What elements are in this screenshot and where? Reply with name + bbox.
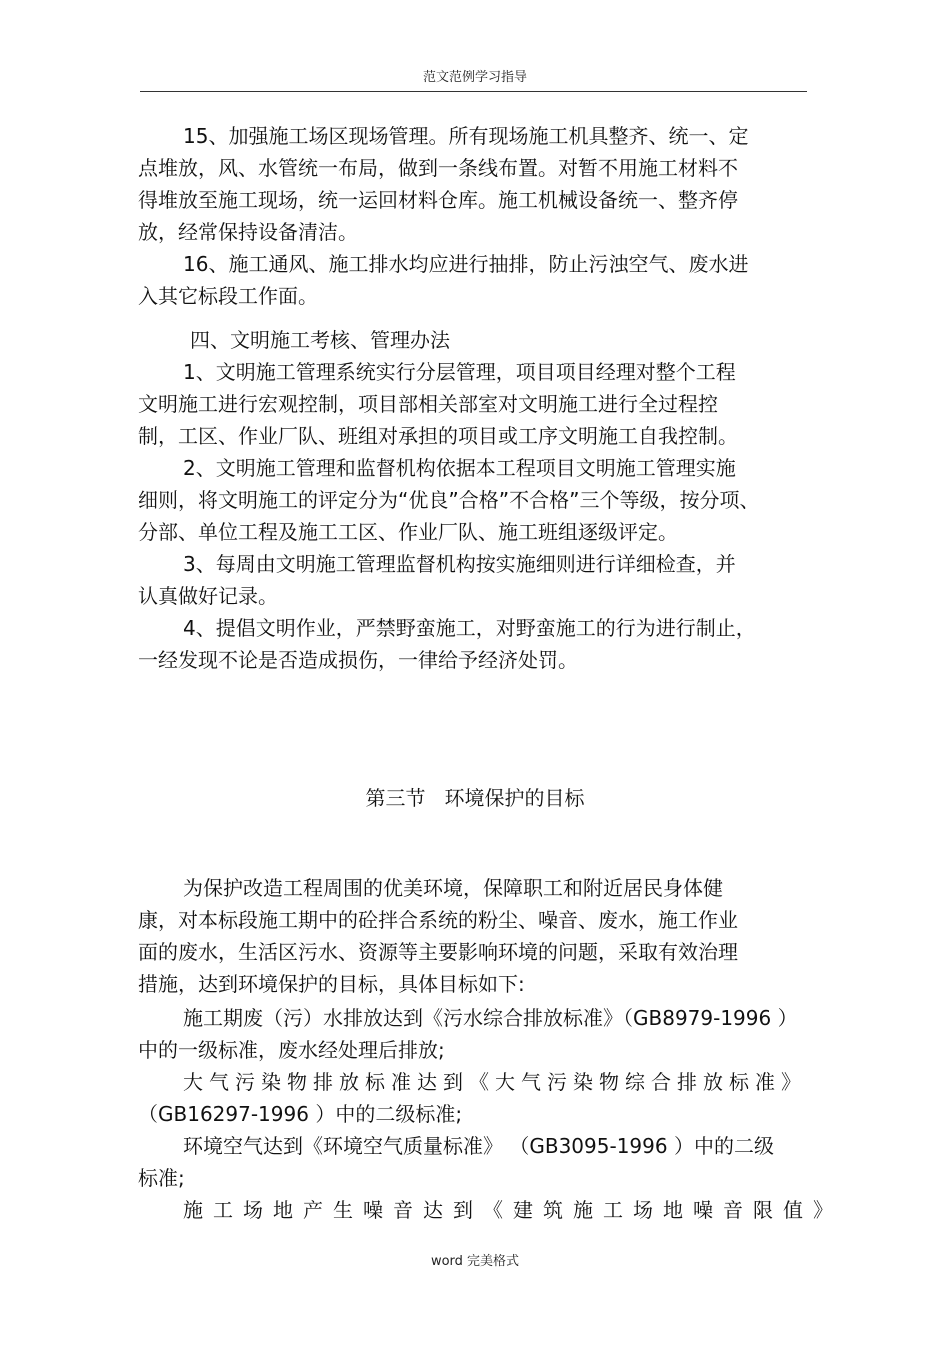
paragraph-line: 得堆放至施工现场，统一运回材料仓库。施工机械设备统一、整齐停	[138, 188, 738, 212]
paragraph-line: 面的废水，生活区污水、资源等主要影响环境的问题，采取有效治理	[138, 940, 738, 964]
paragraph-line: 分部、单位工程及施工工区、作业厂队、施工班组逐级评定。	[138, 520, 678, 544]
paragraph-line: 康，对本标段施工期中的砼拌合系统的粉尘、噪音、废水，施工作业	[138, 908, 738, 932]
page-footer: word 完美格式	[430, 1254, 520, 1269]
paragraph-line: 15、加强施工场区现场管理。所有现场施工机具整齐、统一、定	[183, 124, 749, 148]
paragraph-line: （GB16297-1996 ）中的二级标准;	[138, 1102, 463, 1126]
paragraph-line: 1、文明施工管理系统实行分层管理，项目项目经理对整个工程	[183, 360, 736, 384]
paragraph-line: 施工期废（污）水排放达到《污水综合排放标准》（GB8979-1996 ）	[183, 1006, 798, 1030]
paragraph-line: 细则，将文明施工的评定分为“优良”合格”不合格”三个等级，按分项、	[138, 488, 760, 512]
paragraph-line: 认真做好记录。	[138, 584, 278, 608]
paragraph-line: 施工场地产生噪音达到《建筑施工场地噪音限值》	[183, 1198, 843, 1222]
paragraph-line: 放，经常保持设备清洁。	[138, 220, 358, 244]
paragraph-line: 为保护改造工程周围的优美环境，保障职工和附近居民身体健	[183, 876, 723, 900]
paragraph-line: 点堆放，风、水管统一布局，做到一条线布置。对暂不用施工材料不	[138, 156, 738, 180]
paragraph-line: 环境空气达到《环境空气质量标准》 （GB3095-1996 ）中的二级	[183, 1134, 774, 1158]
paragraph-line: 措施，达到环境保护的目标，具体目标如下:	[138, 972, 525, 996]
paragraph-line: 文明施工进行宏观控制，项目部相关部室对文明施工进行全过程控	[138, 392, 718, 416]
paragraph-line: 3、每周由文明施工管理监督机构按实施细则进行详细检查，并	[183, 552, 736, 576]
page-header: 范文范例学习指导	[422, 70, 527, 85]
section-heading: 第三节 环境保护的目标	[365, 786, 585, 810]
paragraph-line: 2、文明施工管理和监督机构依据本工程项目文明施工管理实施	[183, 456, 736, 480]
paragraph-line: 标准;	[138, 1166, 185, 1190]
paragraph-line: 大气污染物排放标准达到《大气污染物综合排放标准》	[183, 1070, 807, 1094]
paragraph-line: 制，工区、作业厂队、班组对承担的项目或工序文明施工自我控制。	[138, 424, 738, 448]
paragraph-line: 入其它标段工作面。	[138, 284, 318, 308]
paragraph-line: 中的一级标准，废水经处理后排放;	[138, 1038, 445, 1062]
header-divider	[140, 91, 807, 92]
paragraph-line: 4、提倡文明作业，严禁野蛮施工，对野蛮施工的行为进行制止，	[183, 616, 756, 640]
paragraph-line: 一经发现不论是否造成损伤，一律给予经济处罚。	[138, 648, 578, 672]
subsection-heading: 四、文明施工考核、管理办法	[190, 328, 450, 352]
paragraph-line: 16、施工通风、施工排水均应进行抽排，防止污浊空气、废水进	[183, 252, 749, 276]
